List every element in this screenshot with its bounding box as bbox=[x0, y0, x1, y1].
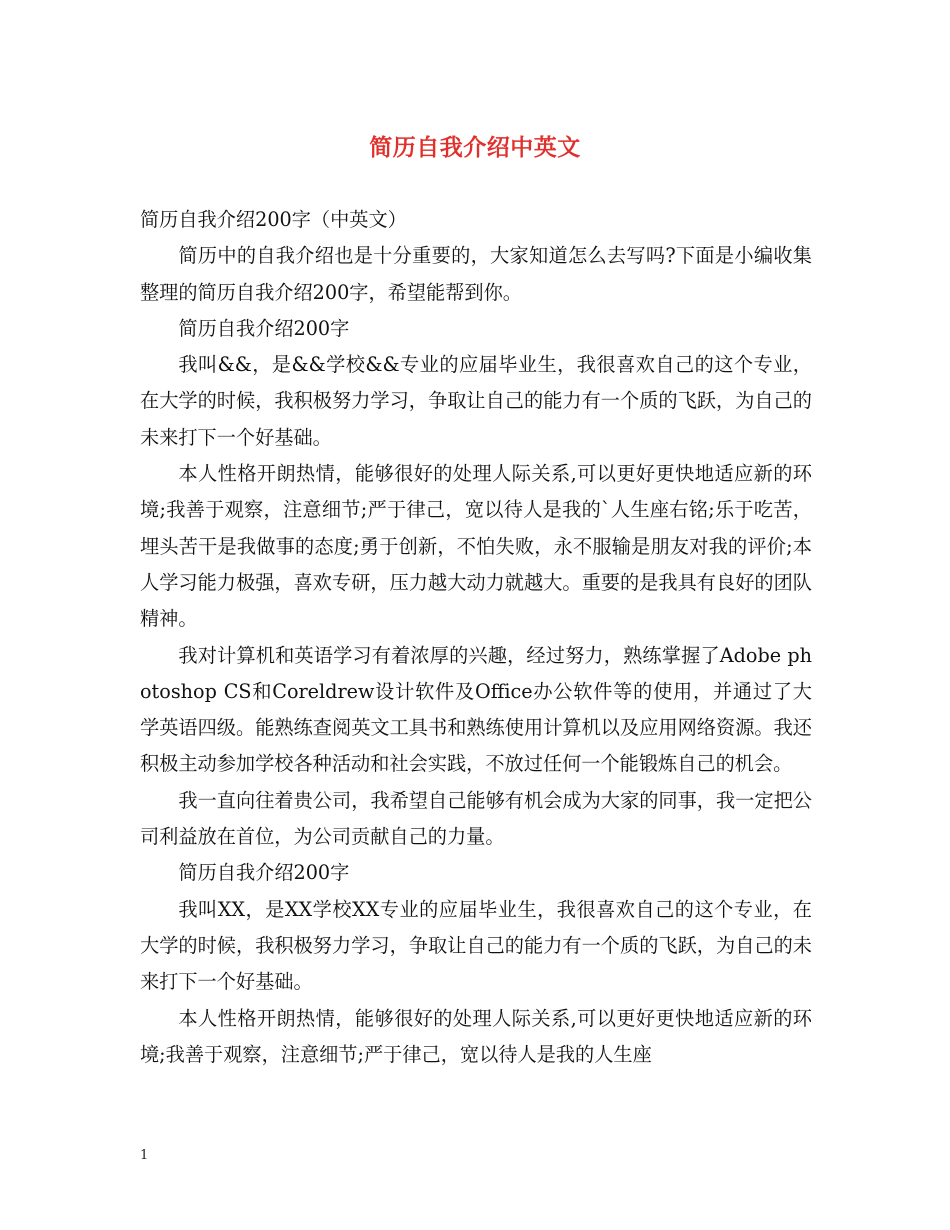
page-number: 1 bbox=[140, 1148, 149, 1163]
document-body bbox=[140, 202, 812, 1073]
paragraph-self-intro-2: 我叫XX，是XX学校XX专业的应届毕业生，我很喜欢自己的这个专业，在大学的时候，我积极努力学习，争取让自己的能力有一个质的飞跃，为自己的未来打下一个好基础。 bbox=[140, 897, 812, 994]
paragraph-self-intro-1: 我叫&&，是&&学校&&专业的应届毕业生，我很喜欢自己的这个专业，在大学的时候，我积极努力学习，争取让自己的能力有一个质的飞跃，为自己的未来打下一个好基础。 bbox=[140, 353, 812, 449]
intro-heading: 简历自我介绍200字（中英文） bbox=[140, 208, 407, 231]
paragraph-personality-2: 本人性格开朗热情，能够很好的处理人际关系,可以更好更快地适应新的环境;我善于观察，注意细节;严于律己，宽以待人是我的人生座 bbox=[140, 1006, 812, 1066]
paragraph-skills: 我对计算机和英语学习有着浓厚的兴趣，经过努力，熟练掌握了Adobe photoshop CS和Coreldrew设计软件及Office办公软件等的使用，并通过了大学英语四级。能熟练查阅英文工具书和熟练使用计算机以及应用网络资源。我还积极主动参加学校各种活动和社会实践，不放过任何一个能锻炼自己的机会。 bbox=[140, 643, 812, 776]
paragraph-aspiration: 我一直向往着贵公司，我希望自己能够有机会成为大家的同事，我一定把公司利益放在首位，为公司贡献自己的力量。 bbox=[140, 788, 812, 849]
section-heading-2: 简历自我介绍200字 bbox=[178, 861, 350, 885]
intro-paragraph: 简历中的自我介绍也是十分重要的，大家知道怎么去写吗?下面是小编收集整理的简历自我介绍200字，希望能帮到你。 bbox=[140, 244, 812, 304]
section-heading-1: 简历自我介绍200字 bbox=[178, 316, 350, 340]
document-title: 简历自我介绍中英文 bbox=[369, 134, 581, 161]
paragraph-personality-1: 本人性格开朗热情，能够很好的处理人际关系,可以更好更快地适应新的环境;我善于观察，注意细节;严于律己，宽以待人是我的`人生座右铭;乐于吃苦，埋头苦干是我做事的态度;勇于创新，不怕失败，永不服输是朋友对我的评价;本人学习能力极强，喜欢专研，压力越大动力就越大。重要的是我具有良好的团队精神。 bbox=[140, 462, 812, 631]
